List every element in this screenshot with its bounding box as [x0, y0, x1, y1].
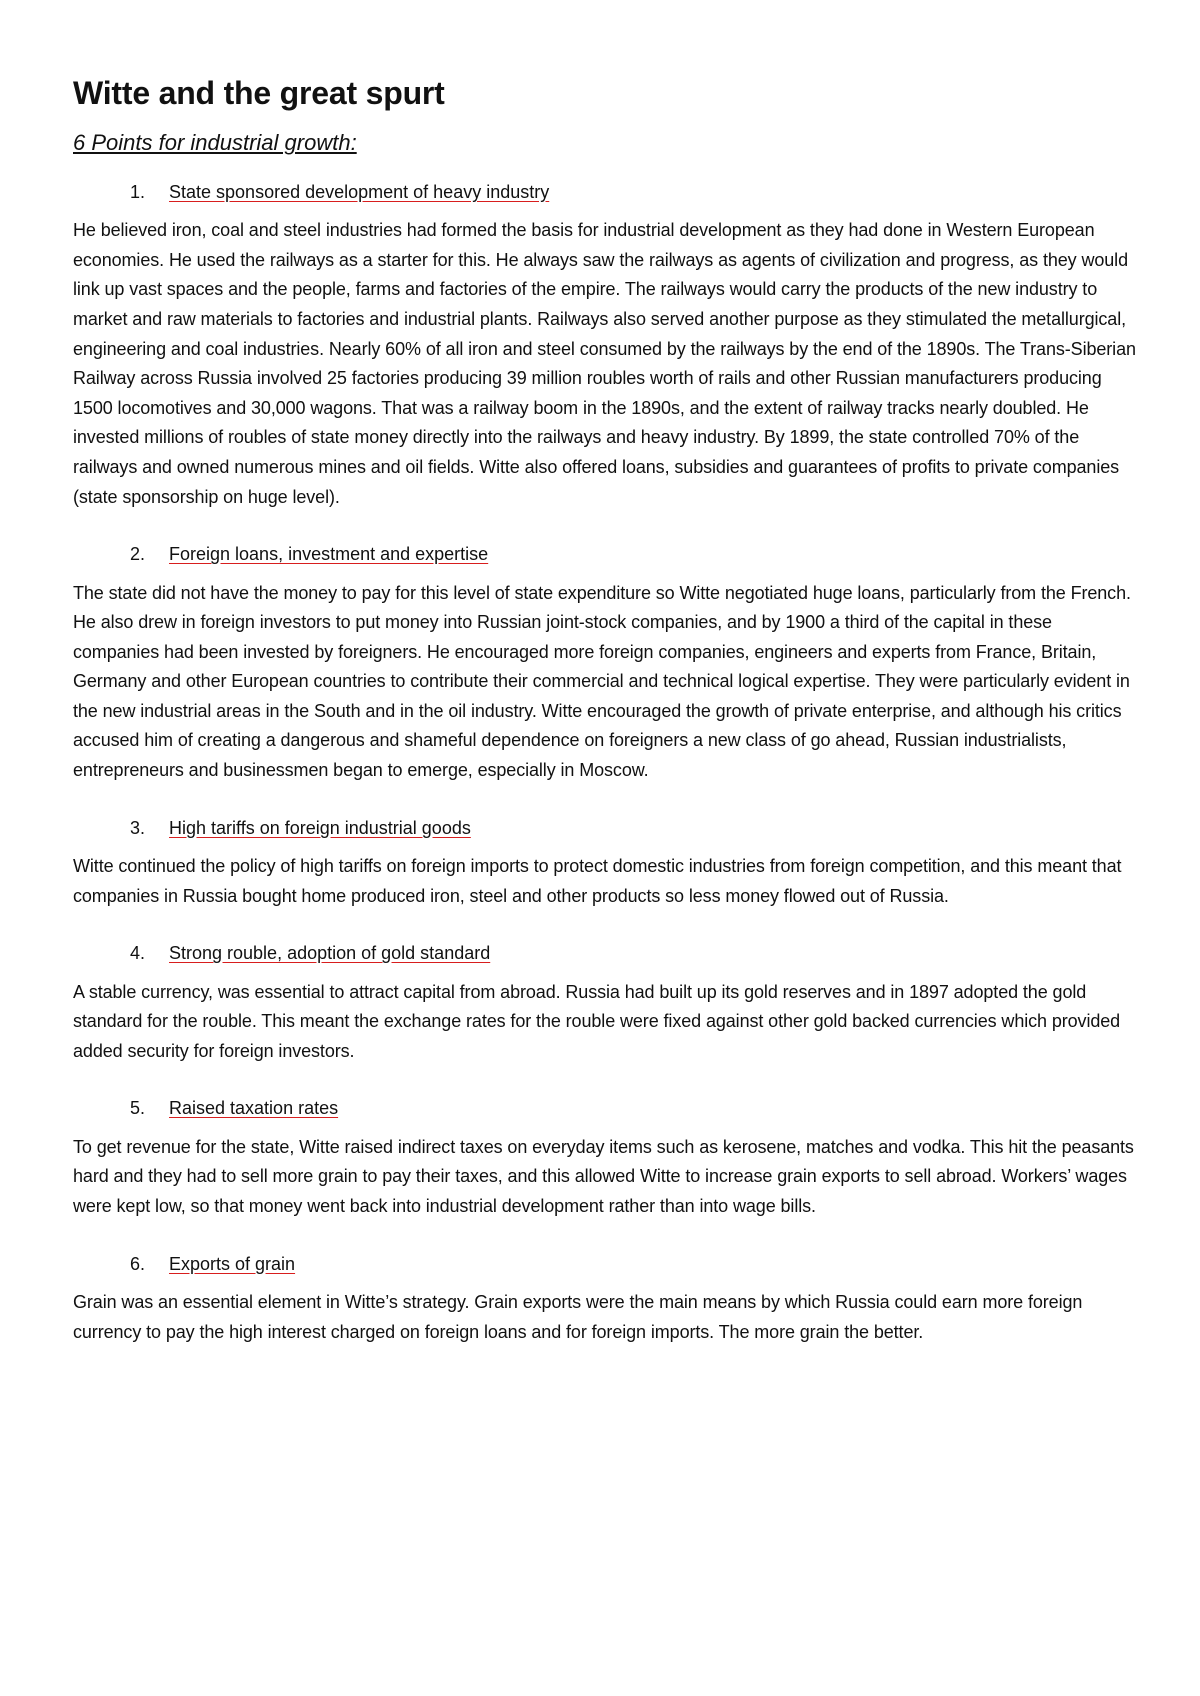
point-heading-5 — [73, 1097, 1138, 1120]
point-heading-2 — [73, 543, 1138, 566]
point-body: To get revenue for the state, Witte raised indirect taxes on everyday items such as kerosene, matches and vodka. This hit the peasants hard and they had to sell more grain to pay their taxes, and this allowed Witte to increase grain exports to sell abroad. Workers’ wages were kept low, so that money went back into industrial development rather than into wage bills. — [73, 1136, 1134, 1216]
point-title: High tariffs on foreign industrial goods — [169, 817, 471, 838]
point-section-1 — [73, 181, 1138, 512]
point-section-4 — [73, 942, 1138, 1066]
point-number: 5. — [129, 1098, 145, 1119]
point-section-2 — [73, 543, 1138, 786]
point-body: He believed iron, coal and steel industries had formed the basis for industrial development as they had done in Western European economies. He used the railways as a starter for this. He always saw the railways as agents of civilization and progress, as they would link up vast spaces and the people, farms and factories of the empire. The railways would carry the products of the new industry to market and raw materials to factories and industrial plants. Railways also served another purpose as they stimulated the metallurgical, engineering and coal industries. Nearly 60% of all iron and steel consumed by the railways by the end of the 1890s. The Trans-Siberian Railway across Russia involved 25 factories producing 39 million roubles worth of rails and other Russian manufacturers producing 1500 locomotives and 30,000 wagons. That was a railway boom in the 1890s, and the extent of railway tracks nearly doubled. He invested millions of roubles of state money directly into the railways and heavy industry. By 1899, the state controlled 70% of the railways and owned numerous mines and oil fields. Witte also offered loans, subsidies and guarantees of profits to private companies (state sponsorship on huge level). — [73, 220, 1136, 507]
point-title: Foreign loans, investment and expertise — [169, 544, 489, 565]
document-subtitle: 6 Points for industrial growth: — [73, 130, 357, 156]
point-number: 3. — [129, 817, 145, 838]
point-section-6 — [73, 1253, 1138, 1348]
point-title: Strong rouble, adoption of gold standard — [169, 943, 491, 964]
point-heading-4 — [73, 942, 1138, 965]
point-heading-6 — [73, 1253, 1138, 1276]
point-number: 6. — [129, 1253, 145, 1274]
document-title: Witte and the great spurt — [73, 75, 445, 111]
document-page — [73, 74, 1138, 1378]
point-section-3 — [73, 817, 1138, 912]
point-body: Grain was an essential element in Witte’s strategy. Grain exports were the main means by which Russia could earn more foreign currency to pay the high interest charged on foreign loans and for foreign imports. The more grain the better. — [73, 1291, 1083, 1342]
point-body: A stable currency, was essential to attract capital from abroad. Russia had built up its gold reserves and in 1897 adopted the gold standard for the rouble. This meant the exchange rates for the rouble were fixed against other gold backed currencies which provided added security for foreign investors. — [73, 981, 1121, 1061]
point-body: Witte continued the policy of high tariffs on foreign imports to protect domestic industries from foreign competition, and this meant that companies in Russia bought home produced iron, steel and other products so less money flowed out of Russia. — [73, 856, 1122, 906]
point-number: 1. — [129, 181, 145, 202]
point-title: State sponsored development of heavy industry — [169, 181, 550, 202]
point-heading-1 — [73, 181, 1138, 204]
point-heading-3 — [73, 817, 1138, 840]
point-title: Exports of grain — [169, 1253, 296, 1274]
point-number: 2. — [129, 544, 145, 565]
point-body: The state did not have the money to pay for this level of state expenditure so Witte negotiated huge loans, particularly from the French. He also drew in foreign investors to put money into Russian joint-stock companies, and by 1900 a third of the capital in these companies had been invested by foreigners. He encouraged more foreign companies, engineers and experts from France, Britain, Germany and other European countries to contribute their commercial and technical logical expertise. They were particularly evident in the new industrial areas in the South and in the oil industry. Witte encouraged the growth of private enterprise, and although his critics accused him of creating a dangerous and shameful dependence on foreigners a new class of go ahead, Russian industrialists, entrepreneurs and businessmen began to emerge, especially in Moscow. — [73, 582, 1131, 781]
point-section-5 — [73, 1097, 1138, 1221]
point-number: 4. — [129, 943, 145, 964]
point-title: Raised taxation rates — [169, 1098, 339, 1119]
